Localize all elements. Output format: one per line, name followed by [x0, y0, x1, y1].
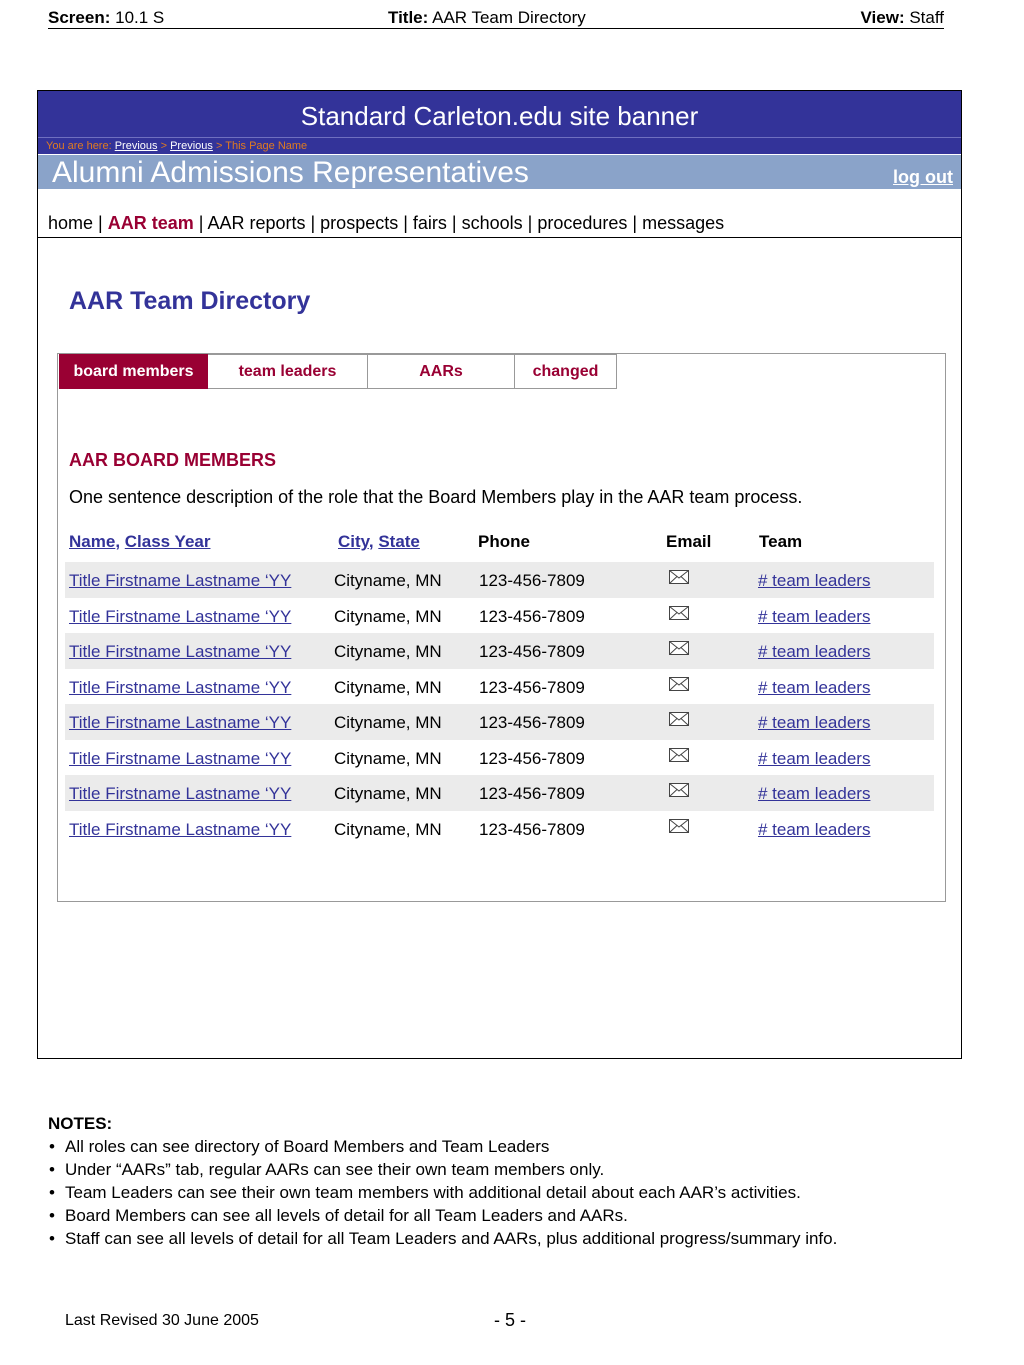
table-row: [65, 669, 934, 705]
nav-item-aar-team[interactable]: AAR team: [107, 213, 194, 233]
member-phone: 123-456-7809: [479, 642, 585, 661]
envelope-icon[interactable]: [669, 677, 689, 691]
nav-item-home[interactable]: home: [48, 213, 94, 233]
envelope-icon[interactable]: [669, 606, 689, 620]
table-row: [65, 811, 934, 847]
app-frame: [37, 90, 962, 1059]
member-location: Cityname, MN: [334, 571, 442, 590]
section-heading: AAR BOARD MEMBERS: [69, 450, 276, 470]
app-title-bar: [38, 155, 961, 189]
page-number: - 5 -: [494, 1310, 527, 1330]
list-item: • Under “AARs” tab, regular AARs can see their own team members only.: [48, 1158, 928, 1181]
directory-panel: [57, 353, 946, 902]
member-phone: 123-456-7809: [479, 713, 585, 732]
notes-section: [48, 1112, 928, 1250]
sort-by-class-year-link[interactable]: Class Year: [124, 532, 211, 551]
envelope-icon[interactable]: [669, 641, 689, 655]
breadcrumb: You are here: Previous > Previous > This Page Name: [38, 137, 961, 154]
document-header: [48, 8, 944, 29]
breadcrumb-link-previous-2[interactable]: Previous: [170, 140, 213, 152]
member-team-link[interactable]: # team leaders: [758, 677, 871, 697]
table-row: [65, 740, 934, 776]
member-phone: 123-456-7809: [479, 748, 585, 768]
member-location: Cityname, MN: [334, 784, 442, 803]
member-phone: 123-456-7809: [479, 784, 585, 803]
member-team-link[interactable]: # team leaders: [758, 642, 871, 661]
notes-heading: NOTES:: [48, 1114, 113, 1133]
member-name-link[interactable]: Title Firstname Lastname ‘YY: [69, 642, 292, 661]
list-item: • All roles can see directory of Board Members and Team Leaders: [48, 1135, 928, 1158]
member-phone: 123-456-7809: [479, 571, 585, 590]
main-nav: home | AAR team | AAR reports | prospects | fairs | schools | procedures | messages: [38, 189, 961, 238]
table-row: [65, 633, 934, 669]
member-team-link[interactable]: # team leaders: [758, 819, 871, 839]
tab-board-members[interactable]: board members: [59, 354, 208, 389]
app-title: Alumni Admissions Representatives: [52, 156, 529, 189]
screen-id: Screen: 10.1 S: [48, 8, 165, 27]
table-row: [65, 704, 934, 740]
nav-item-aar-reports[interactable]: AAR reports: [207, 213, 306, 233]
member-team-link[interactable]: # team leaders: [758, 713, 871, 732]
list-item: • Staff can see all levels of detail for all Team Leaders and AARs, plus additional progress/summary info.: [48, 1227, 928, 1250]
table-header: [69, 532, 929, 554]
header-phone: Phone: [478, 532, 530, 551]
envelope-icon[interactable]: [669, 712, 689, 726]
tab-changed[interactable]: changed: [515, 354, 617, 389]
header-email: Email: [666, 532, 712, 551]
list-item: • Board Members can see all levels of detail for all Team Leaders and AARs.: [48, 1204, 928, 1227]
nav-item-fairs[interactable]: fairs: [412, 213, 447, 233]
sort-by-city-link[interactable]: City: [338, 532, 369, 551]
nav-item-messages[interactable]: messages: [642, 213, 725, 233]
breadcrumb-link-previous-1[interactable]: Previous: [114, 140, 158, 152]
member-location: Cityname, MN: [334, 819, 442, 839]
member-team-link[interactable]: # team leaders: [758, 606, 871, 626]
nav-item-prospects[interactable]: prospects: [320, 213, 399, 233]
member-location: Cityname, MN: [334, 606, 442, 626]
member-phone: 123-456-7809: [479, 677, 585, 697]
member-team-link[interactable]: # team leaders: [758, 784, 871, 803]
member-location: Cityname, MN: [334, 713, 442, 732]
header-name-classyear: Name, Class Year: [69, 532, 211, 551]
member-name-link[interactable]: Title Firstname Lastname ‘YY: [69, 677, 292, 697]
envelope-icon[interactable]: [669, 748, 689, 762]
member-name-link[interactable]: Title Firstname Lastname ‘YY: [69, 571, 292, 590]
tab-aars[interactable]: AARs: [368, 354, 515, 389]
section-description: One sentence description of the role that the Board Members play in the AAR team process.: [69, 487, 803, 507]
envelope-icon[interactable]: [669, 819, 689, 833]
member-team-link[interactable]: # team leaders: [758, 571, 871, 590]
member-name-link[interactable]: Title Firstname Lastname ‘YY: [69, 748, 292, 768]
member-location: Cityname, MN: [334, 677, 442, 697]
page-title: AAR Team Directory: [69, 287, 311, 315]
document-title: Title: AAR Team Directory: [388, 8, 586, 27]
sort-by-name-link[interactable]: Name: [69, 532, 116, 551]
list-item: • Team Leaders can see their own team members with additional detail about each AAR’s activities.: [48, 1181, 928, 1204]
member-team-link[interactable]: # team leaders: [758, 748, 871, 768]
envelope-icon[interactable]: [669, 570, 689, 584]
table-row: [65, 775, 934, 811]
tab-team-leaders[interactable]: team leaders: [208, 354, 368, 389]
member-location: Cityname, MN: [334, 642, 442, 661]
member-name-link[interactable]: Title Firstname Lastname ‘YY: [69, 713, 292, 732]
member-phone: 123-456-7809: [479, 819, 585, 839]
directory-tabs: [59, 354, 617, 389]
directory-table-body: [65, 562, 934, 846]
member-location: Cityname, MN: [334, 748, 442, 768]
document-view: View: Staff: [860, 8, 944, 27]
breadcrumb-current: This Page Name: [225, 140, 308, 152]
member-name-link[interactable]: Title Firstname Lastname ‘YY: [69, 784, 292, 803]
site-banner: Standard Carleton.edu site banner: [38, 91, 961, 137]
nav-item-procedures[interactable]: procedures: [537, 213, 628, 233]
nav-item-schools[interactable]: schools: [461, 213, 523, 233]
header-team: Team: [759, 532, 803, 551]
header-city-state: City, State: [338, 532, 420, 551]
sort-by-state-link[interactable]: State: [378, 532, 420, 551]
member-name-link[interactable]: Title Firstname Lastname ‘YY: [69, 606, 292, 626]
member-name-link[interactable]: Title Firstname Lastname ‘YY: [69, 819, 292, 839]
logout-link[interactable]: log out: [893, 167, 953, 187]
last-revised: Last Revised 30 June 2005: [65, 1312, 259, 1329]
table-row: [65, 562, 934, 598]
notes-list: [48, 1135, 928, 1250]
table-row: [65, 598, 934, 634]
member-phone: 123-456-7809: [479, 606, 585, 626]
envelope-icon[interactable]: [669, 783, 689, 797]
